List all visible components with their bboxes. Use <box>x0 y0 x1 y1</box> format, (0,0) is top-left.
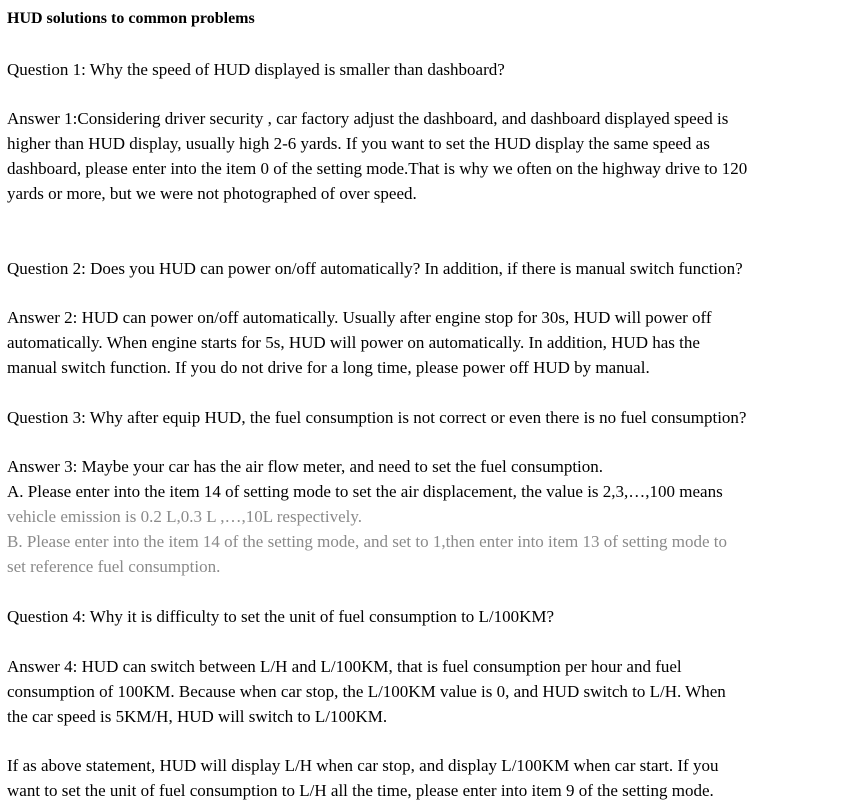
answer-3-line: vehicle emission is 0.2 L,0.3 L ,…,10L respectively. <box>7 507 363 526</box>
answer-4-note-line: want to set the unit of fuel consumption to L/H all the time, please enter into item 9 of the setting mode. <box>7 781 714 800</box>
answer-3-line: set reference fuel consumption. <box>7 557 221 576</box>
answer-2-line: manual switch function. If you do not drive for a long time, please power off HUD by manual. <box>7 358 650 377</box>
answer-3-line: A. Please enter into the item 14 of setting mode to set the air displacement, the value is 2,3,…,100 means <box>7 482 723 501</box>
answer-3-line: B. Please enter into the item 14 of the setting mode, and set to 1,then enter into item 13 of setting mode to <box>7 532 727 551</box>
answer-1-line: higher than HUD display, usually high 2-6 yards. If you want to set the HUD display the same speed as <box>7 134 710 153</box>
answer-4-line: Answer 4: HUD can switch between L/H and L/100KM, that is fuel consumption per hour and fuel <box>7 657 682 676</box>
answer-3-line: Answer 3: Maybe your car has the air flow meter, and need to set the fuel consumption. <box>7 457 604 476</box>
page-title: HUD solutions to common problems <box>7 10 255 27</box>
answer-4-line: the car speed is 5KM/H, HUD will switch to L/100KM. <box>7 707 388 726</box>
answer-1-line: dashboard, please enter into the item 0 of the setting mode.That is why we often on the highway drive to 120 <box>7 159 748 178</box>
answer-4-note-line: If as above statement, HUD will display L/H when car stop, and display L/100KM when car start. If you <box>7 756 719 775</box>
answer-1-line: Answer 1:Considering driver security , car factory adjust the dashboard, and dashboard displayed speed is <box>7 109 729 128</box>
question-1: Question 1: Why the speed of HUD displayed is smaller than dashboard? <box>7 60 505 79</box>
answer-2-line: automatically. When engine starts for 5s, HUD will power on automatically. In addition, HUD has the <box>7 333 700 352</box>
answer-4-line: consumption of 100KM. Because when car stop, the L/100KM value is 0, and HUD switch to L/H. When <box>7 682 726 701</box>
answer-1-line: yards or more, but we were not photographed of over speed. <box>7 184 417 203</box>
answer-2-line: Answer 2: HUD can power on/off automatically. Usually after engine stop for 30s, HUD will power off <box>7 308 712 327</box>
question-3: Question 3: Why after equip HUD, the fuel consumption is not correct or even there is no fuel consumption? <box>7 408 747 427</box>
question-4: Question 4: Why it is difficulty to set the unit of fuel consumption to L/100KM? <box>7 607 555 626</box>
question-2: Question 2: Does you HUD can power on/off automatically? In addition, if there is manual switch function? <box>7 259 743 278</box>
